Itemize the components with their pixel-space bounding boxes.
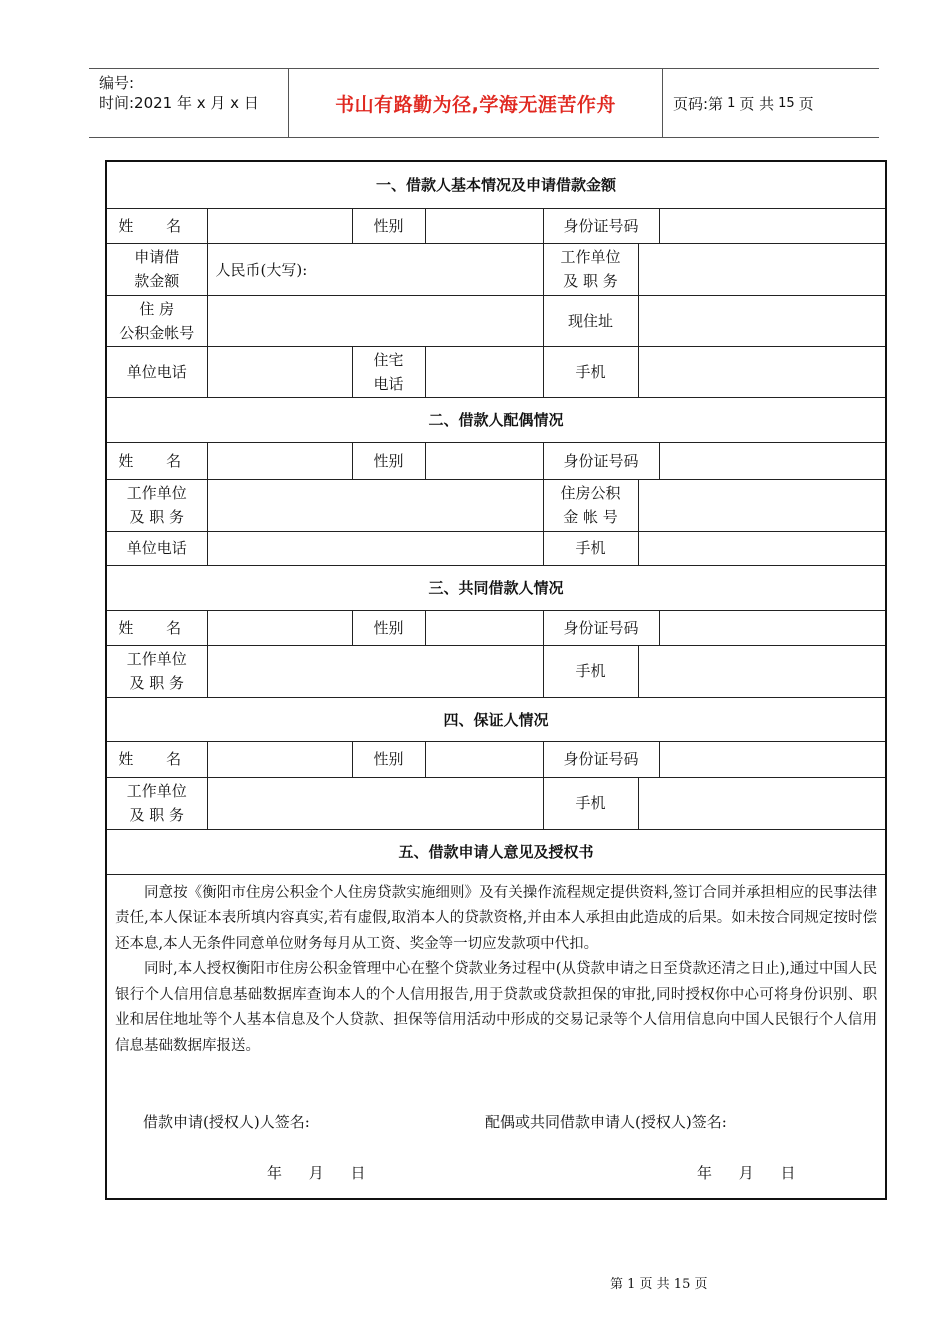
section-2-title: 二、借款人配偶情况 xyxy=(106,397,886,442)
page-mid: 页 共 xyxy=(739,94,775,113)
coborrower-id-field[interactable] xyxy=(659,610,886,645)
loan-application-form xyxy=(105,160,887,1200)
coborrower-gender-label: 性别 xyxy=(352,610,425,645)
borrower-work-field[interactable] xyxy=(638,243,886,295)
home-phone-label-2: 电话 xyxy=(373,374,404,393)
home-phone-field[interactable] xyxy=(425,346,543,397)
fund-account-label xyxy=(106,295,207,346)
guarantor-gender-field[interactable] xyxy=(425,741,543,777)
guarantor-gender-label: 性别 xyxy=(352,741,425,777)
section-3-title: 三、共同借款人情况 xyxy=(106,565,886,610)
guarantor-id-label: 身份证号码 xyxy=(543,741,659,777)
spouse-fund-label-2: 金 帐 号 xyxy=(563,508,618,526)
fund-label-2: 公积金帐号 xyxy=(119,323,195,342)
coborrower-mobile-field[interactable] xyxy=(638,645,886,697)
page-footer: 第 1 页 共 15 页 xyxy=(610,1277,708,1292)
spouse-id-field[interactable] xyxy=(659,442,886,479)
spouse-work-label-2: 及 职 务 xyxy=(129,508,185,526)
number-label: 编号: xyxy=(99,74,135,92)
coborrower-name-field[interactable] xyxy=(207,610,352,645)
rmb-label: 人民币(大写): xyxy=(215,260,308,279)
borrower-id-label: 身份证号码 xyxy=(543,208,659,243)
page-suffix: 页 xyxy=(798,94,814,113)
fund-account-field[interactable] xyxy=(207,295,543,346)
consent-paragraph-2: 同时,本人授权衡阳市住房公积金管理中心在整个贷款业务过程中(从贷款申请之日至贷款还清之日止),通过中国人民银行个人信用信息基础数据库查询本人的个人信用报告,用于贷款或贷款担保的审批,同时授权你中心可将身份识别、职业和居住地址等个人基本信息及个人贷款、担保等信用活动中形成的交易记录等个人信用信息向中国人民银行个人信用信息基础数据库报送。 xyxy=(115,961,878,1054)
spouse-mobile-label: 手机 xyxy=(543,531,638,565)
header-page-number xyxy=(663,69,879,137)
section-1-title: 一、借款人基本情况及申请借款金额 xyxy=(106,161,886,208)
borrower-gender-field[interactable] xyxy=(425,208,543,243)
home-phone-label-1: 住宅 xyxy=(373,350,404,369)
coborrower-work-label-2: 及 职 务 xyxy=(129,674,185,692)
spouse-gender-label: 性别 xyxy=(352,442,425,479)
spouse-work-phone-field[interactable] xyxy=(207,531,543,565)
spouse-work-label xyxy=(106,479,207,531)
borrower-name-field[interactable] xyxy=(207,208,352,243)
guarantor-work-field[interactable] xyxy=(207,777,543,829)
spouse-id-label: 身份证号码 xyxy=(543,442,659,479)
spouse-fund-label xyxy=(543,479,638,531)
work-label-2: 及 职 务 xyxy=(563,272,618,290)
coborrower-mobile-label: 手机 xyxy=(543,645,638,697)
page-num: 1 xyxy=(727,95,736,111)
time-label: 时间:2021 年 x 月 x 日 xyxy=(99,94,259,112)
coborrower-gender-field[interactable] xyxy=(425,610,543,645)
guarantor-mobile-label: 手机 xyxy=(543,777,638,829)
spouse-work-phone-label: 单位电话 xyxy=(106,531,207,565)
mobile-label: 手机 xyxy=(543,346,638,397)
borrower-signature-label: 借款申请(授权人)人签名: xyxy=(143,1113,310,1131)
coborrower-work-label-1: 工作单位 xyxy=(126,650,187,668)
consent-paragraph-1: 同意按《衡阳市住房公积金个人住房贷款实施细则》及有关操作流程规定提供资料,签订合同并承担相应的民事法律责任,本人保证本表所填内容真实,若有虚假,取消本人的贷款资格,并由本人承担由此造成的后果。如未按合同规定按时偿还本息,本人无条件同意单位财务每月从工资、奖金等一切应发款项中代扣。 xyxy=(115,884,878,952)
spouse-fund-field[interactable] xyxy=(638,479,886,531)
signature-row xyxy=(107,1111,885,1132)
date-row xyxy=(107,1162,885,1183)
section-5-title: 五、借款申请人意见及授权书 xyxy=(106,829,886,874)
borrower-sign-date: 年 月 日 xyxy=(267,1164,366,1182)
coapplicant-signature-label: 配偶或共同借款申请人(授权人)签名: xyxy=(485,1113,727,1131)
guarantor-name-field[interactable] xyxy=(207,741,352,777)
home-phone-label xyxy=(352,346,425,397)
work-label-1: 工作单位 xyxy=(560,248,621,266)
borrower-work-label xyxy=(543,243,638,295)
guarantor-mobile-field[interactable] xyxy=(638,777,886,829)
work-phone-field[interactable] xyxy=(207,346,352,397)
address-field[interactable] xyxy=(638,295,886,346)
spouse-fund-label-1: 住房公积 xyxy=(560,484,621,502)
coborrower-name-label: 姓 名 xyxy=(106,610,207,645)
guarantor-work-label-1: 工作单位 xyxy=(126,782,187,800)
spouse-gender-field[interactable] xyxy=(425,442,543,479)
coborrower-work-field[interactable] xyxy=(207,645,543,697)
spouse-work-label-1: 工作单位 xyxy=(126,484,187,502)
guarantor-name-label: 姓 名 xyxy=(106,741,207,777)
guarantor-id-field[interactable] xyxy=(659,741,886,777)
guarantor-work-label-2: 及 职 务 xyxy=(129,806,185,824)
consent-body xyxy=(106,874,886,1199)
spouse-mobile-field[interactable] xyxy=(638,531,886,565)
coapplicant-sign-date: 年 月 日 xyxy=(697,1164,796,1182)
spouse-name-label: 姓 名 xyxy=(106,442,207,479)
header-slogan: 书山有路勤为径,学海无涯苦作舟 xyxy=(289,69,663,137)
header-meta xyxy=(89,69,289,137)
page-total: 15 xyxy=(778,95,795,111)
page-header xyxy=(89,68,879,138)
borrower-gender-label: 性别 xyxy=(352,208,425,243)
page-prefix: 页码:第 xyxy=(673,94,724,113)
fund-label-1: 住 房 xyxy=(139,299,175,318)
mobile-field[interactable] xyxy=(638,346,886,397)
loan-amount-label xyxy=(106,243,207,295)
loan-amount-label-2: 款金额 xyxy=(134,272,180,290)
coborrower-id-label: 身份证号码 xyxy=(543,610,659,645)
section-4-title: 四、保证人情况 xyxy=(106,697,886,741)
spouse-work-field[interactable] xyxy=(207,479,543,531)
borrower-id-field[interactable] xyxy=(659,208,886,243)
coborrower-work-label xyxy=(106,645,207,697)
loan-amount-label-1: 申请借 xyxy=(134,248,180,266)
address-label: 现住址 xyxy=(543,295,638,346)
work-phone-label: 单位电话 xyxy=(106,346,207,397)
guarantor-work-label xyxy=(106,777,207,829)
borrower-name-label: 姓 名 xyxy=(106,208,207,243)
loan-amount-field[interactable] xyxy=(207,243,543,295)
spouse-name-field[interactable] xyxy=(207,442,352,479)
